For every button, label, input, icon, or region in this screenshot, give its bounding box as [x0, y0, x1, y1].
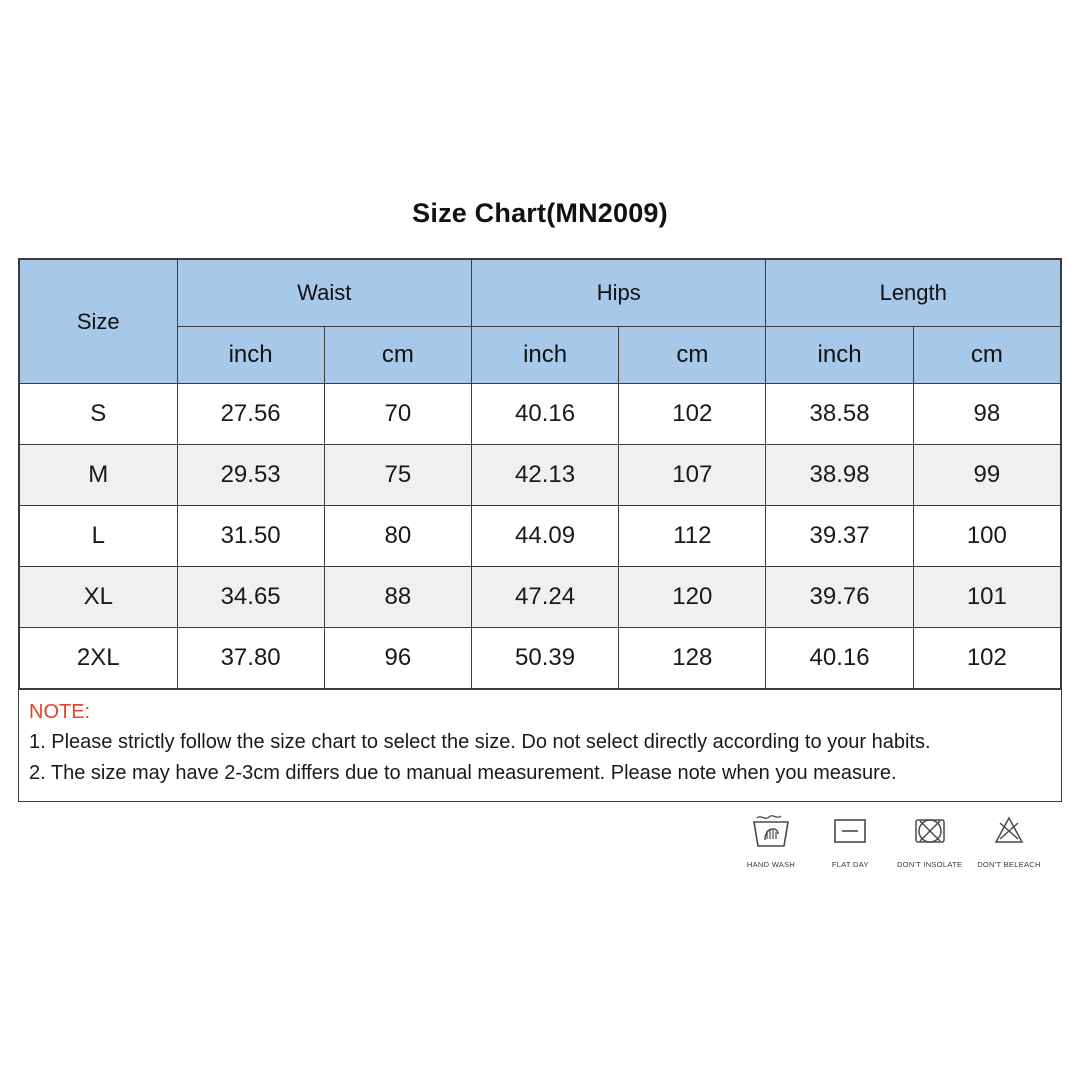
cell-hips-inch: 50.39 [471, 628, 618, 689]
cell-waist-inch: 34.65 [177, 567, 324, 628]
cell-hips-inch: 42.13 [471, 445, 618, 506]
care-label: DON'T INSOLATE [896, 860, 963, 869]
note-section [19, 689, 1061, 801]
cell-waist-cm: 75 [324, 445, 471, 506]
cell-hips-inch: 44.09 [471, 506, 618, 567]
note-label: NOTE: [29, 701, 91, 723]
care-label: FLAT DAY [831, 860, 869, 869]
header-length-inch: inch [766, 327, 913, 384]
cell-length-cm: 102 [913, 628, 1060, 689]
care-label: HAND WASH [746, 860, 796, 869]
table-row [20, 384, 1061, 445]
note-line-1: 1. Please strictly follow the size chart to select the size. Do not select directly according to your habits. [29, 731, 931, 753]
header-hips-cm: cm [619, 327, 766, 384]
table-row [20, 506, 1061, 567]
table-row [20, 628, 1061, 689]
table-header-group-row [20, 260, 1061, 327]
cell-size: L [20, 506, 178, 567]
cell-waist-cm: 88 [324, 567, 471, 628]
cell-hips-cm: 107 [619, 445, 766, 506]
note-line-2: 2. The size may have 2-3cm differs due to manual measurement. Please note when you measure. [29, 762, 897, 784]
care-item-flat-dry [814, 805, 886, 869]
cell-length-inch: 40.16 [766, 628, 913, 689]
cell-waist-inch: 27.56 [177, 384, 324, 445]
cell-size: XL [20, 567, 178, 628]
cell-waist-cm: 96 [324, 628, 471, 689]
cell-waist-cm: 80 [324, 506, 471, 567]
table-row [20, 445, 1061, 506]
cell-hips-cm: 120 [619, 567, 766, 628]
header-size: Size [20, 260, 178, 384]
care-label: DON'T BELEACH [977, 860, 1041, 869]
do-not-insolate-icon [894, 805, 966, 855]
care-instructions [735, 805, 1045, 869]
header-waist-inch: inch [177, 327, 324, 384]
cell-length-inch: 38.98 [766, 445, 913, 506]
cell-length-cm: 101 [913, 567, 1060, 628]
care-item-do-not-insolate [894, 805, 966, 869]
header-length-cm: cm [913, 327, 1060, 384]
cell-length-cm: 100 [913, 506, 1060, 567]
size-chart-table [19, 259, 1061, 689]
care-item-do-not-bleach [973, 805, 1045, 869]
cell-length-cm: 98 [913, 384, 1060, 445]
cell-hips-cm: 128 [619, 628, 766, 689]
care-item-hand-wash [735, 805, 807, 869]
do-not-bleach-icon [973, 805, 1045, 855]
cell-size: M [20, 445, 178, 506]
cell-hips-inch: 47.24 [471, 567, 618, 628]
page-title: Size Chart(MN2009) [412, 198, 668, 228]
header-hips-inch: inch [471, 327, 618, 384]
header-length: Length [766, 260, 1061, 327]
cell-waist-inch: 31.50 [177, 506, 324, 567]
header-hips: Hips [471, 260, 765, 327]
cell-size: S [20, 384, 178, 445]
table-row [20, 567, 1061, 628]
cell-hips-cm: 102 [619, 384, 766, 445]
flat-dry-icon [814, 805, 886, 855]
size-chart-table-container [18, 258, 1062, 802]
hand-wash-icon [735, 805, 807, 855]
cell-waist-cm: 70 [324, 384, 471, 445]
cell-hips-inch: 40.16 [471, 384, 618, 445]
cell-size: 2XL [20, 628, 178, 689]
cell-length-inch: 39.37 [766, 506, 913, 567]
cell-length-inch: 38.58 [766, 384, 913, 445]
header-waist-cm: cm [324, 327, 471, 384]
cell-waist-inch: 37.80 [177, 628, 324, 689]
cell-length-inch: 39.76 [766, 567, 913, 628]
cell-length-cm: 99 [913, 445, 1060, 506]
cell-hips-cm: 112 [619, 506, 766, 567]
cell-waist-inch: 29.53 [177, 445, 324, 506]
header-waist: Waist [177, 260, 471, 327]
